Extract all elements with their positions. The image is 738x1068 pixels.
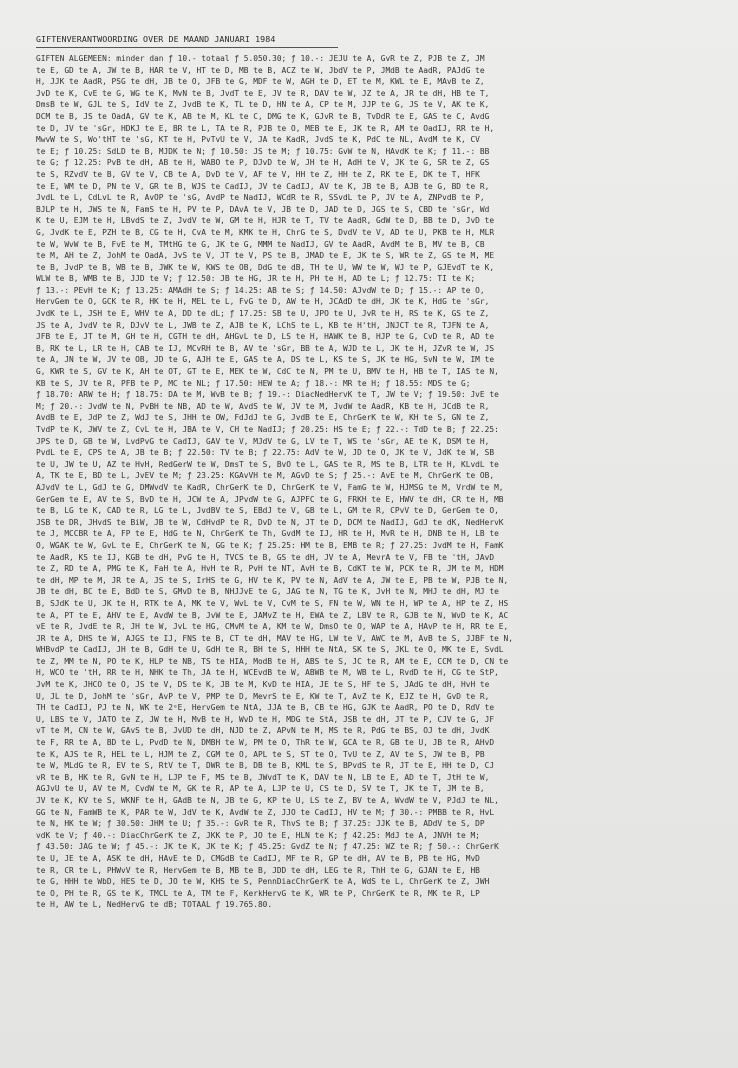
- text-line: te A, PT te E, AHV te E, AvdW te B, JvW te E, JAMvZ te H, EWA te Z, LBV te R, GJB te N, WvD te K, AC: [36, 610, 509, 620]
- text-line: WLW te B, WMB te B, JJD te V; ƒ 12.50: JB te HG, JR te H, PH te H, AD te L; ƒ 12.75: TI te K;: [36, 274, 476, 284]
- donations-body: [36, 53, 712, 911]
- text-line: G, KWR te S, GV te K, AH te OT, GT te E, MEK te W, CdC te N, PM te U, BMV te H, HB te T, IAS te N,: [36, 367, 499, 377]
- text-line: te B, JvdP te B, WB te B, JWK te W, KWS te OB, DdG te dB, TH te U, WW te W, WJ te P, GJEvdT te K,: [36, 262, 495, 272]
- text-line: MwvW te S, Wo'tHT te 'sG, KT te H, PvTvU te V, JA te KadR, JvdS te K, PdC te NL, AvdM te K, CV: [36, 135, 480, 145]
- text-line: O, WGAK te W, GvL te E, ChrGerK te N, GG te K; ƒ 25.25: HM te B, EMB te R; ƒ 27.25: JvdM te H, FamK: [36, 540, 504, 550]
- title-underline: [36, 47, 338, 48]
- text-line: te R, CR te L, PHWvV te R, HervGem te B, MB te B, JDD te dH, LEG te R, ThH te G, GJAN te E, HB: [36, 865, 480, 875]
- text-line: ƒ 13.-: PEvH te K; ƒ 13.25: AMAdH te S; ƒ 14.25: AB te S; ƒ 14.50: AJvdW te D; ƒ 15.-: AP te O,: [36, 285, 485, 295]
- text-line: te G, HHH te WbD, HES te D, JO te W, KHS te S, PennDiacChrGerK te A, WdS te L, ChrGerK te Z, JWH: [36, 877, 490, 887]
- text-line: te E; ƒ 10.25: SdLD te B, MJDK te N; ƒ 10.50: JS te M; ƒ 10.75: GvW te N, HAvdK te K; ƒ 11.-: BB: [36, 146, 490, 156]
- text-line: TH te CadIJ, PJ te N, WK te 2ᵉE, HervGem te NtA, JJA te B, CB te HG, GJK te AadR, PO te D, RdV te: [36, 703, 495, 713]
- text-line: DmsB te W, GJL te S, IdV te Z, JvdB te K, TL te D, HN te A, CP te M, JJP te G, JS te V, AK te K,: [36, 100, 490, 110]
- text-line: te N, HK te W; ƒ 30.50: JHM te U; ƒ 35.-: GvR te R, ThvS te B; ƒ 37.25: JJK te B, ADdV te S, DP: [36, 819, 485, 829]
- text-line: te U, JE te A, ASK te dH, HAvE te D, CMGdB te CadIJ, MF te R, GP te dH, AV te B, PB te HG, MvD: [36, 853, 480, 863]
- text-line: JV te K, KV te S, WKNF te H, GAdB te N, JB te G, KP te U, LS te Z, BV te A, WvdW te V, PJdJ te NL,: [36, 796, 499, 805]
- text-line: B, SJdK te U, JK te H, RTK te A, MK te V, WvL te V, CvM te S, FN te W, WN te H, WP te A, HP te Z, HS: [36, 598, 509, 608]
- text-line: te O, PH te R, GS te K, TMCL te A, TM te F, KerkHervG te K, WR te P, ChrGerK te R, MK te R, LP: [36, 888, 480, 898]
- text-line: vE te R, JvdE te R, JH te W, JvL te HG, CMvM te A, KM te W, DmsO te O, WAP te A, HAvP te H, RR te E,: [36, 622, 509, 632]
- text-line: GerGem te E, AV te S, BvD te H, JCW te A, JPvdW te G, AJPFC te G, FRKH te E, HWV te dH, CR te H, MB: [36, 494, 504, 504]
- text-line: te D, JV te 'sGr, HDKJ te E, BR te L, TA te R, PJB te O, MEB te E, JK te R, AM te OadIJ, RR te H,: [36, 123, 495, 133]
- text-line: HervGem te O, GCK te R, HK te H, MEL te L, FvG te D, AW te H, JCAdD te dH, JK te K, HdG te 'sGr,: [36, 297, 490, 307]
- text-line: JFB te E, JT te M, GH te H, CGTH te dH, AHGvL te D, LS te H, HAWK te B, HJP te G, CvD te R, AD te: [36, 332, 495, 342]
- text-line: U, JL te D, JohM te 'sGr, AvP te V, PMP te D, MevrS te E, KW te T, AvZ te K, EJZ te H, GvD te R,: [36, 691, 490, 701]
- text-line: JvD te K, CvE te G, WG te K, MvN te B, JvdT te E, JV te R, DAV te W, JZ te A, JR te dH, HB te T,: [36, 88, 490, 98]
- text-line: te E, GD te A, JW te B, HAR te V, HT te D, MB te B, ACZ te W, JbdV te P, JMdB te AadR, PAJdG te: [36, 65, 485, 75]
- text-line: te W, WvW te B, FvE te M, TMtHG te G, JK te G, MMM te NadIJ, GV te AadR, AvdM te B, MV te B, CB: [36, 239, 485, 249]
- text-line: JB te dH, BC te E, BdD te S, GMvD te B, NHJJvE te G, JAG te N, TG te K, JvH te N, MHJ te dH, MJ te: [36, 587, 499, 597]
- text-line: te S, RZvdV te B, GV te V, CB te A, DvD te V, AF te V, HH te Z, HH te Z, RK te E, DK te T, HFK: [36, 169, 480, 179]
- text-line: te U, JW te U, AZ te HvH, RedGerW te W, DmsT te S, BvO te L, GAS te R, MS te B, LTR te H, KLvdL te: [36, 459, 499, 469]
- text-line: vdK te V; ƒ 40.-: DiacChrGerK te Z, JKK te P, JO te E, HLN te K; ƒ 42.25: MdJ te A, JNVH te M;: [36, 830, 480, 840]
- text-line: te W, MLdG te R, EV te S, RtV te T, DWR te B, DB te B, KML te S, BPvdS te R, JT te E, HH te D, CJ: [36, 761, 495, 771]
- text-line: te Z, MM te N, PO te K, HLP te NB, TS te HIA, ModB te H, ABS te S, JC te R, AM te E, CCM te D, CN te: [36, 656, 509, 666]
- text-line: te Z, RD te A, PMG te K, FaH te A, HvH te R, PvH te NT, AvH te B, CdKT te W, PCK te R, JM te M, HDM: [36, 564, 504, 574]
- text-line: te AadR, KS te IJ, KGB te dH, PvG te H, TVCS te B, GS te dH, JV te A, MevrA te V, FB te 'tH, JAvD: [36, 552, 495, 562]
- text-line: JR te A, DHS te W, AJGS te IJ, FNS te B, CT te dH, MAV te HG, LW te V, AWC te M, AvB te S, JJBF te N,: [36, 633, 513, 643]
- text-line: te G; ƒ 12.25: PvB te dH, AB te H, WABO te P, DJvD te W, JH te H, AdH te V, JK te G, SR te Z, GS: [36, 158, 490, 168]
- text-line: JPS te D, GB te W, LvdPvG te CadIJ, GAV te V, MJdV te G, LV te T, WS te 'sGr, AE te K, DSM te H,: [36, 436, 490, 446]
- text-line: GG te N, FamWB te K, PAR te W, JdV te K, AvdW te Z, JJO te CadIJ, HV te M; ƒ 30.-: PMBB te R, HvL: [36, 807, 495, 817]
- text-line: JvdK te L, JSH te E, WHV te A, DD te dL; ƒ 17.25: SB te U, JPO te U, JvR te H, RS te K, GS te Z,: [36, 309, 490, 319]
- text-line: WHBvdP te CadIJ, JH te B, GdH te U, GdH te R, BH te S, HHH te NtA, SK te S, JKL te O, MK te E, SvdL: [36, 645, 504, 655]
- text-line: AGJvU te U, AV te M, CvdW te M, GK te R, AP te A, LJP te U, CS te D, SV te T, JK te T, JM te B,: [36, 784, 485, 794]
- text-line: te J, MCCBR te A, FP te E, HdG te N, ChrGerK te Th, GvdM te IJ, HR te H, MvR te H, DNB te H, LB te: [36, 529, 499, 539]
- text-line: PvdL te E, CPS te A, JB te B; ƒ 22.50: TV te B; ƒ 22.75: AdV te W, JD te O, JK te V, JdK te W, SB: [36, 448, 495, 458]
- text-line: JvM te K, JHCO te O, JS te V, DS te K, JB te M, KvD te HIA, JE te S, HF te S, JAdG te dH, HvH te: [36, 680, 490, 690]
- text-line: TvdP te K, JWV te Z, CvL te H, JBA te V, CH te NadIJ; ƒ 20.25: HS te E; ƒ 22.-: TdD te B; ƒ 22.25:: [36, 425, 499, 434]
- text-line: te K, AJS te R, HEL te L, HJM te Z, CGM te O, APL te S, ST te O, TvU te Z, AV te S, JW te B, PB: [36, 749, 485, 759]
- text-line: H, JJK te AadR, PSG te dH, JB te O, JFB te G, MDF te W, AGH te D, ET te M, KWL te E, MAvB te Z,: [36, 77, 485, 87]
- text-line: ƒ 43.50: JAG te W; ƒ 45.-: JK te K, JK te K; ƒ 45.25: GvdZ te N; ƒ 47.25: WZ te R; ƒ 50.-: ChrGerK: [36, 842, 499, 852]
- text-line: B, RK te L, LR te H, CAB te IJ, MCvRH te B, AV te 'sGr, BB te A, WJD te L, JK te H, JZvR te W, JS: [36, 343, 495, 353]
- text-line: te E, WM te D, PN te V, GR te B, WJS te CadIJ, JV te CadIJ, AV te K, JB te B, AJB te G, BD te R,: [36, 181, 490, 191]
- text-line: M; ƒ 20.-: JvdW te N, PvBH te NB, AD te W, AvdS te W, JV te M, JvdW te AadR, KB te H, JCdB te R,: [36, 401, 490, 411]
- text-line: K te U, EJM te H, LBvdS te Z, JvdV te W, GM te H, HJR te T, TV te AadR, GdW te D, BB te D, JvD te: [36, 216, 495, 226]
- text-line: BJLP te H, JWS te N, FamS te H, PV te P, DAvA te V, JB te D, JAD te D, JGS te S, CBD te 'sGr, Wd: [36, 204, 490, 214]
- text-line: DCM te B, JS te OadA, GV te K, AB te M, KL te C, DMG te K, GJvR te B, TvDdR te E, GAS te C, AvdG: [36, 111, 490, 121]
- text-line: JSB te DR, JHvdS te BiW, JB te W, CdHvdP te R, DvD te N, JT te D, DCM te NadIJ, GdJ te dK, NedHervK: [36, 517, 504, 527]
- text-line: GIFTEN ALGEMEEN: minder dan ƒ 10.- totaal ƒ 5.050.30; ƒ 10.-: JEJU te A, GvR te Z, PJB te Z, JM: [36, 54, 485, 63]
- text-line: AvdB te E, JdP te Z, WdJ te S, JHH te OW, FdJdJ te G, JvdB te E, ChrGerK te W, KH te S, GN te Z,: [36, 413, 490, 423]
- text-line: H, WCO te 'tH, RR te H, NHK te Th, JA te H, WCEvdB te W, ABWB te M, WB te L, RvdD te H, CG te StP,: [36, 668, 499, 678]
- text-line: ƒ 18.70: ARW te H; ƒ 18.75: DA te M, WvB te B; ƒ 19.-: DiacNedHervK te T, JW te V; ƒ 19.50: JvE te: [36, 390, 499, 400]
- text-line: vR te B, HK te R, GvN te H, LJP te F, MS te B, JWvdT te K, DAV te N, LB te E, AD te T, JtH te W,: [36, 772, 490, 782]
- text-line: U, LBS te V, JATO te Z, JW te H, MvB te H, WvD te H, MDG te StA, JSB te dH, JT te P, CJV te G, JF: [36, 714, 495, 724]
- text-line: KB te S, JV te R, PFB te P, MC te NL; ƒ 17.50: HEW te A; ƒ 18.-: MR te H; ƒ 18.55: MDS te G;: [36, 378, 471, 388]
- text-line: te B, LG te K, CAD te R, LG te L, JvdBV te S, EBdJ te V, GB te L, GM te R, CPvV te D, GerGem te O,: [36, 506, 499, 516]
- text-line: A, TK te E, BD te L, JvEV te M; ƒ 23.25: KGAvVH te M, AGvD te S; ƒ 25.-: AvE te M, ChrGerK te OB,: [36, 471, 495, 481]
- text-line: JS te A, JvdV te R, DJvV te L, JWB te Z, AJB te K, LChS te L, KB te H'tH, JNJCT te R, TJFN te A,: [36, 320, 490, 330]
- text-line: te H, AW te L, NedHervG te dB; TOTAAL ƒ 19.765.80.: [36, 900, 273, 910]
- text-line: te A, JN te W, JV te OB, JD te G, AJH te E, GAS te A, DS te L, KS te S, JK te HG, SvN te W, IM te: [36, 355, 495, 365]
- text-line: G, JvdK te E, PZH te B, CG te H, CvA te M, KMK te H, ChrG te S, DvdV te V, AD te U, PKB te H, MLR: [36, 227, 495, 237]
- text-line: AJvdV te L, GdJ te G, DMWvdV te KadR, ChrGerK te D, ChrGerK te V, FamG te W, HJMSG te M, VrdW te M,: [36, 482, 504, 492]
- document-title: GIFTENVERANTWOORDING OVER DE MAAND JANUARI 1984: [36, 34, 276, 44]
- text-line: te F, RR te A, BD te L, PvdD te N, DMBH te W, PM te O, ThR te W, GCA te R, GB te U, JB te R, AHvD: [36, 738, 495, 748]
- text-line: vT te M, CN te W, GAvS te B, JvUD te dH, NJD te Z, APvN te M, MS te R, PdG te BS, OJ te dH, JvdK: [36, 726, 490, 736]
- text-line: te M, AH te Z, JohM te OadA, JvS te V, JT te V, PS te B, JMAD te E, JK te S, WR te Z, GS te M, ME: [36, 251, 495, 261]
- text-line: te dH, MP te M, JR te A, JS te S, IrHS te G, HV te K, PV te N, AdV te A, JW te E, PB te W, PJB te N,: [36, 575, 509, 585]
- text-line: JvdL te L, CdLvL te R, AvOP te 'sG, AvdP te NadIJ, WCdR te R, SSvdL te P, JV te A, ZNPvdB te P,: [36, 193, 485, 203]
